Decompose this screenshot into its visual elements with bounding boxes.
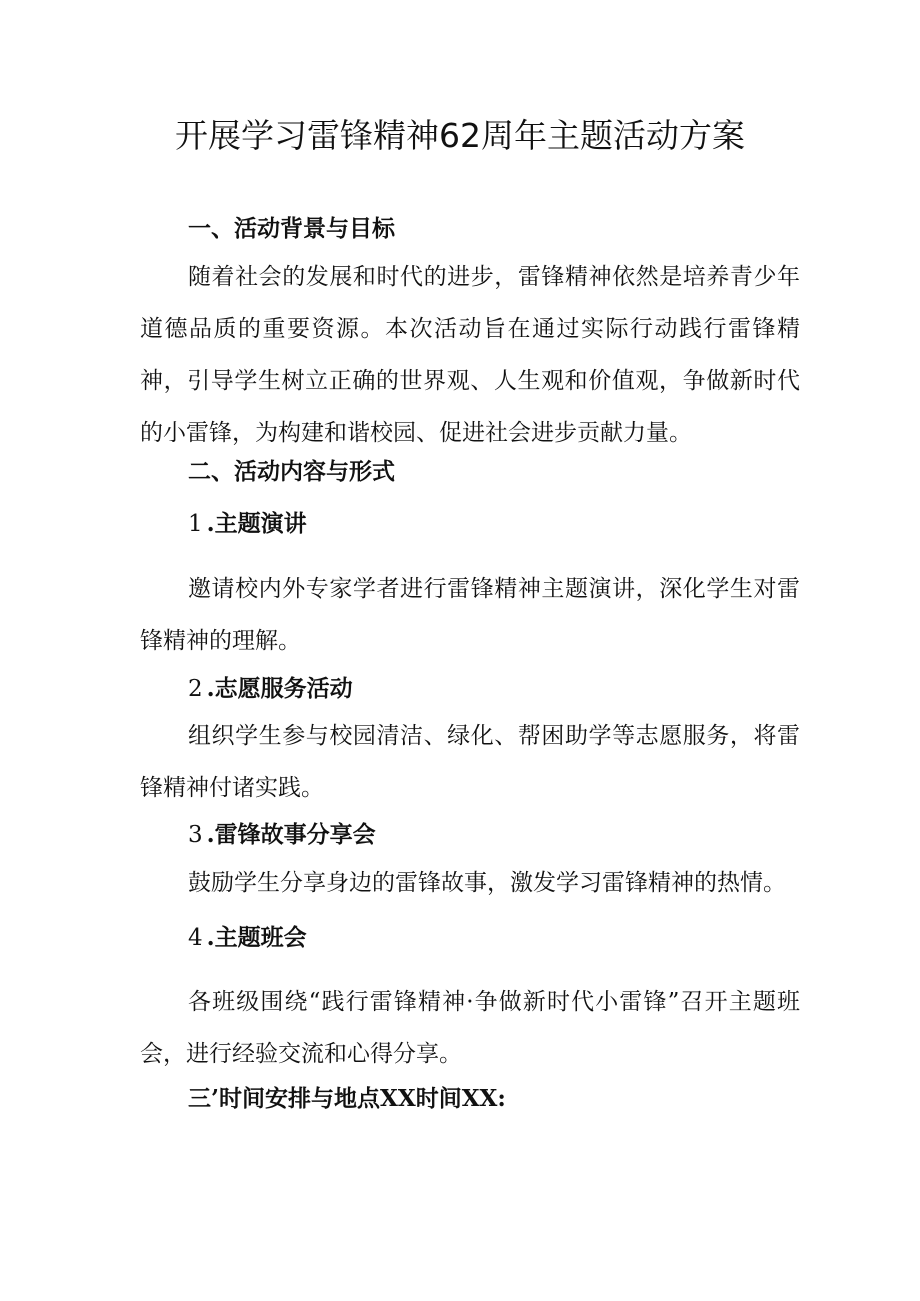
item-3-heading xyxy=(188,819,376,851)
section-1-body: 随着社会的发展和时代的进步，雷锋精神依然是培养青少年道德品质的重要资源。本次活动旨在通过实际行动践行雷锋精神，引导学生树立正确的世界观、人生观和价值观，争做新时代的小雷锋，为构建和谐校园、促进社会进步贡献力量。 xyxy=(140,264,800,446)
section-2-heading: 二、活动内容与形式 xyxy=(188,458,395,485)
section-1-heading: 一、活动背景与目标 xyxy=(188,215,395,242)
section-3-heading: 三’时间安排与地点XX时间XX: xyxy=(188,1085,506,1112)
item-2-body: 组织学生参与校园清洁、绿化、帮困助学等志愿服务，将雷锋精神付诸实践。 xyxy=(140,723,800,801)
item-1-number: 1 xyxy=(188,511,203,537)
document-title: 开展学习雷锋精神62周年主题活动方案 xyxy=(175,116,745,155)
item-2-title: .志愿服务活动 xyxy=(206,675,353,702)
item-4-body: 各班级围绕“践行雷锋精神·争做新时代小雷锋”召开主题班会，进行经验交流和心得分享。 xyxy=(140,989,800,1067)
item-3-body: 鼓励学生分享身边的雷锋故事，激发学习雷锋精神的热情。 xyxy=(188,870,786,896)
item-2-number: 2 xyxy=(188,676,203,702)
item-1-body: 邀请校内外专家学者进行雷锋精神主题演讲，深化学生对雷锋精神的理解。 xyxy=(140,576,800,654)
item-2-heading xyxy=(188,673,353,705)
item-3-title: .雷锋故事分享会 xyxy=(206,821,376,848)
item-4-number: 4 xyxy=(188,925,203,951)
item-4-title: .主题班会 xyxy=(206,924,307,951)
item-3-number: 3 xyxy=(188,822,203,848)
item-1-title: .主题演讲 xyxy=(206,510,307,537)
item-4-heading xyxy=(188,922,307,954)
item-1-heading xyxy=(188,508,307,540)
